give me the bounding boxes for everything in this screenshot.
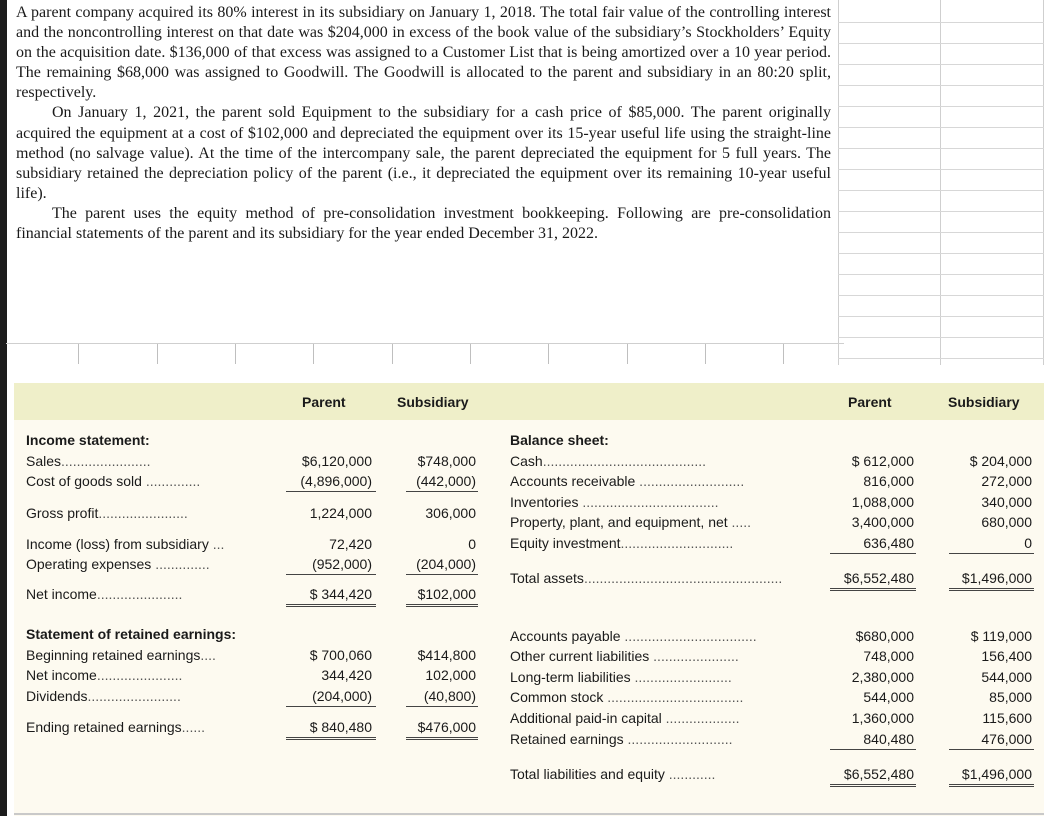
income-statement-title: Income statement: [26,432,150,448]
paragraph-acquisition: A parent company acquired its 80% interest in its subsidiary on January 1, 2018. The total fair value of the controlling interest and the noncontrolling interest on that date was $204,000 in excess of the book value of the subsidiary’s Stockholders’ Equity on the acquisition date. $136,000 of that excess was assigned to a Customer List that is being amortized over a 10 year period. The remaining $68,000 was assigned to Goodwill. The Goodwill is allocated to the parent and subsidiary in an 80:20 split, respectively. [16,4,831,102]
problem-text [16,3,831,244]
header-parent-right: Parent [848,394,892,410]
window-left-edge [0,0,7,816]
header-subsidiary-right: Subsidiary [948,394,1020,410]
header-subsidiary-left: Subsidiary [397,394,469,410]
paragraph-equity-method: The parent uses the equity method of pre-consolidation investment bookkeeping. Following are pre-consolidation financial statements of the parent and its subsidiary for the year ended December 31, 2022. [16,204,831,243]
header-parent-left: Parent [302,394,346,410]
balance-sheet-title: Balance sheet: [510,432,609,448]
financial-statements-table: Parent Subsidiary Parent Subsidiary Income statement: Sales....................... $6,120,000 $748,000 Cost of goods sold .............. (4,896,000) (442,000) Gross profit....................... 1,224,000 306,000 Income (loss) from subsidiary ... 72,420 0 Operating expenses .............. (952,000) (204,000) Net income...................... $ 344,420 $102,000 Statement of retained earnings: Beginning retained earnings.... $ 700,060 $414,800 Net income...................... 344,420 102,000 Dividends........................ (204,000) (40,800) Ending retained earnings...... $ 840,480 $476,000 Balance sheet: Cash.......................................... $ 612,000 $ 204,000 Accounts receivable ........................... 816,000 272,000 Inventories ................................... 1,088,000 340,000 Property, plant, and equipment, net ..... 3,400,000 680,000 Equity investment............................. 636,480 0 Total assets................................................... $6,552,480 $1,496,000 Accounts payable .................................. $680,000 $ 119,000 Other current liabilities ...................... 748,000 156,400 Long-term liabilities ......................... 2,380,000 544,000 Common stock ................................... 544,000 85,000 Additional paid-in capital ................... 1,360,000 115,600 Retained earnings ........................... 840,480 476,000 Total liabilities and equity ............ $6,552,480 $1,496,000 [14,383,1044,816]
panel-bottom-border [14,813,1044,815]
paragraph-equipment-sale: On January 1, 2021, the parent sold Equipment to the subsidiary for a cash price of $85,000. The parent originally acquired the equipment at a cost of $102,000 and depreciated the equipment over its 15-year useful life using the straight-line method (no salvage value). At the time of the intercompany sale, the parent depreciated the equipment for 5 full years. The subsidiary retained the depreciation policy of the parent (i.e., it depreciated the equipment over its remaining 10-year useful life). [16,104,831,202]
retained-earnings-title: Statement of retained earnings: [26,626,237,642]
